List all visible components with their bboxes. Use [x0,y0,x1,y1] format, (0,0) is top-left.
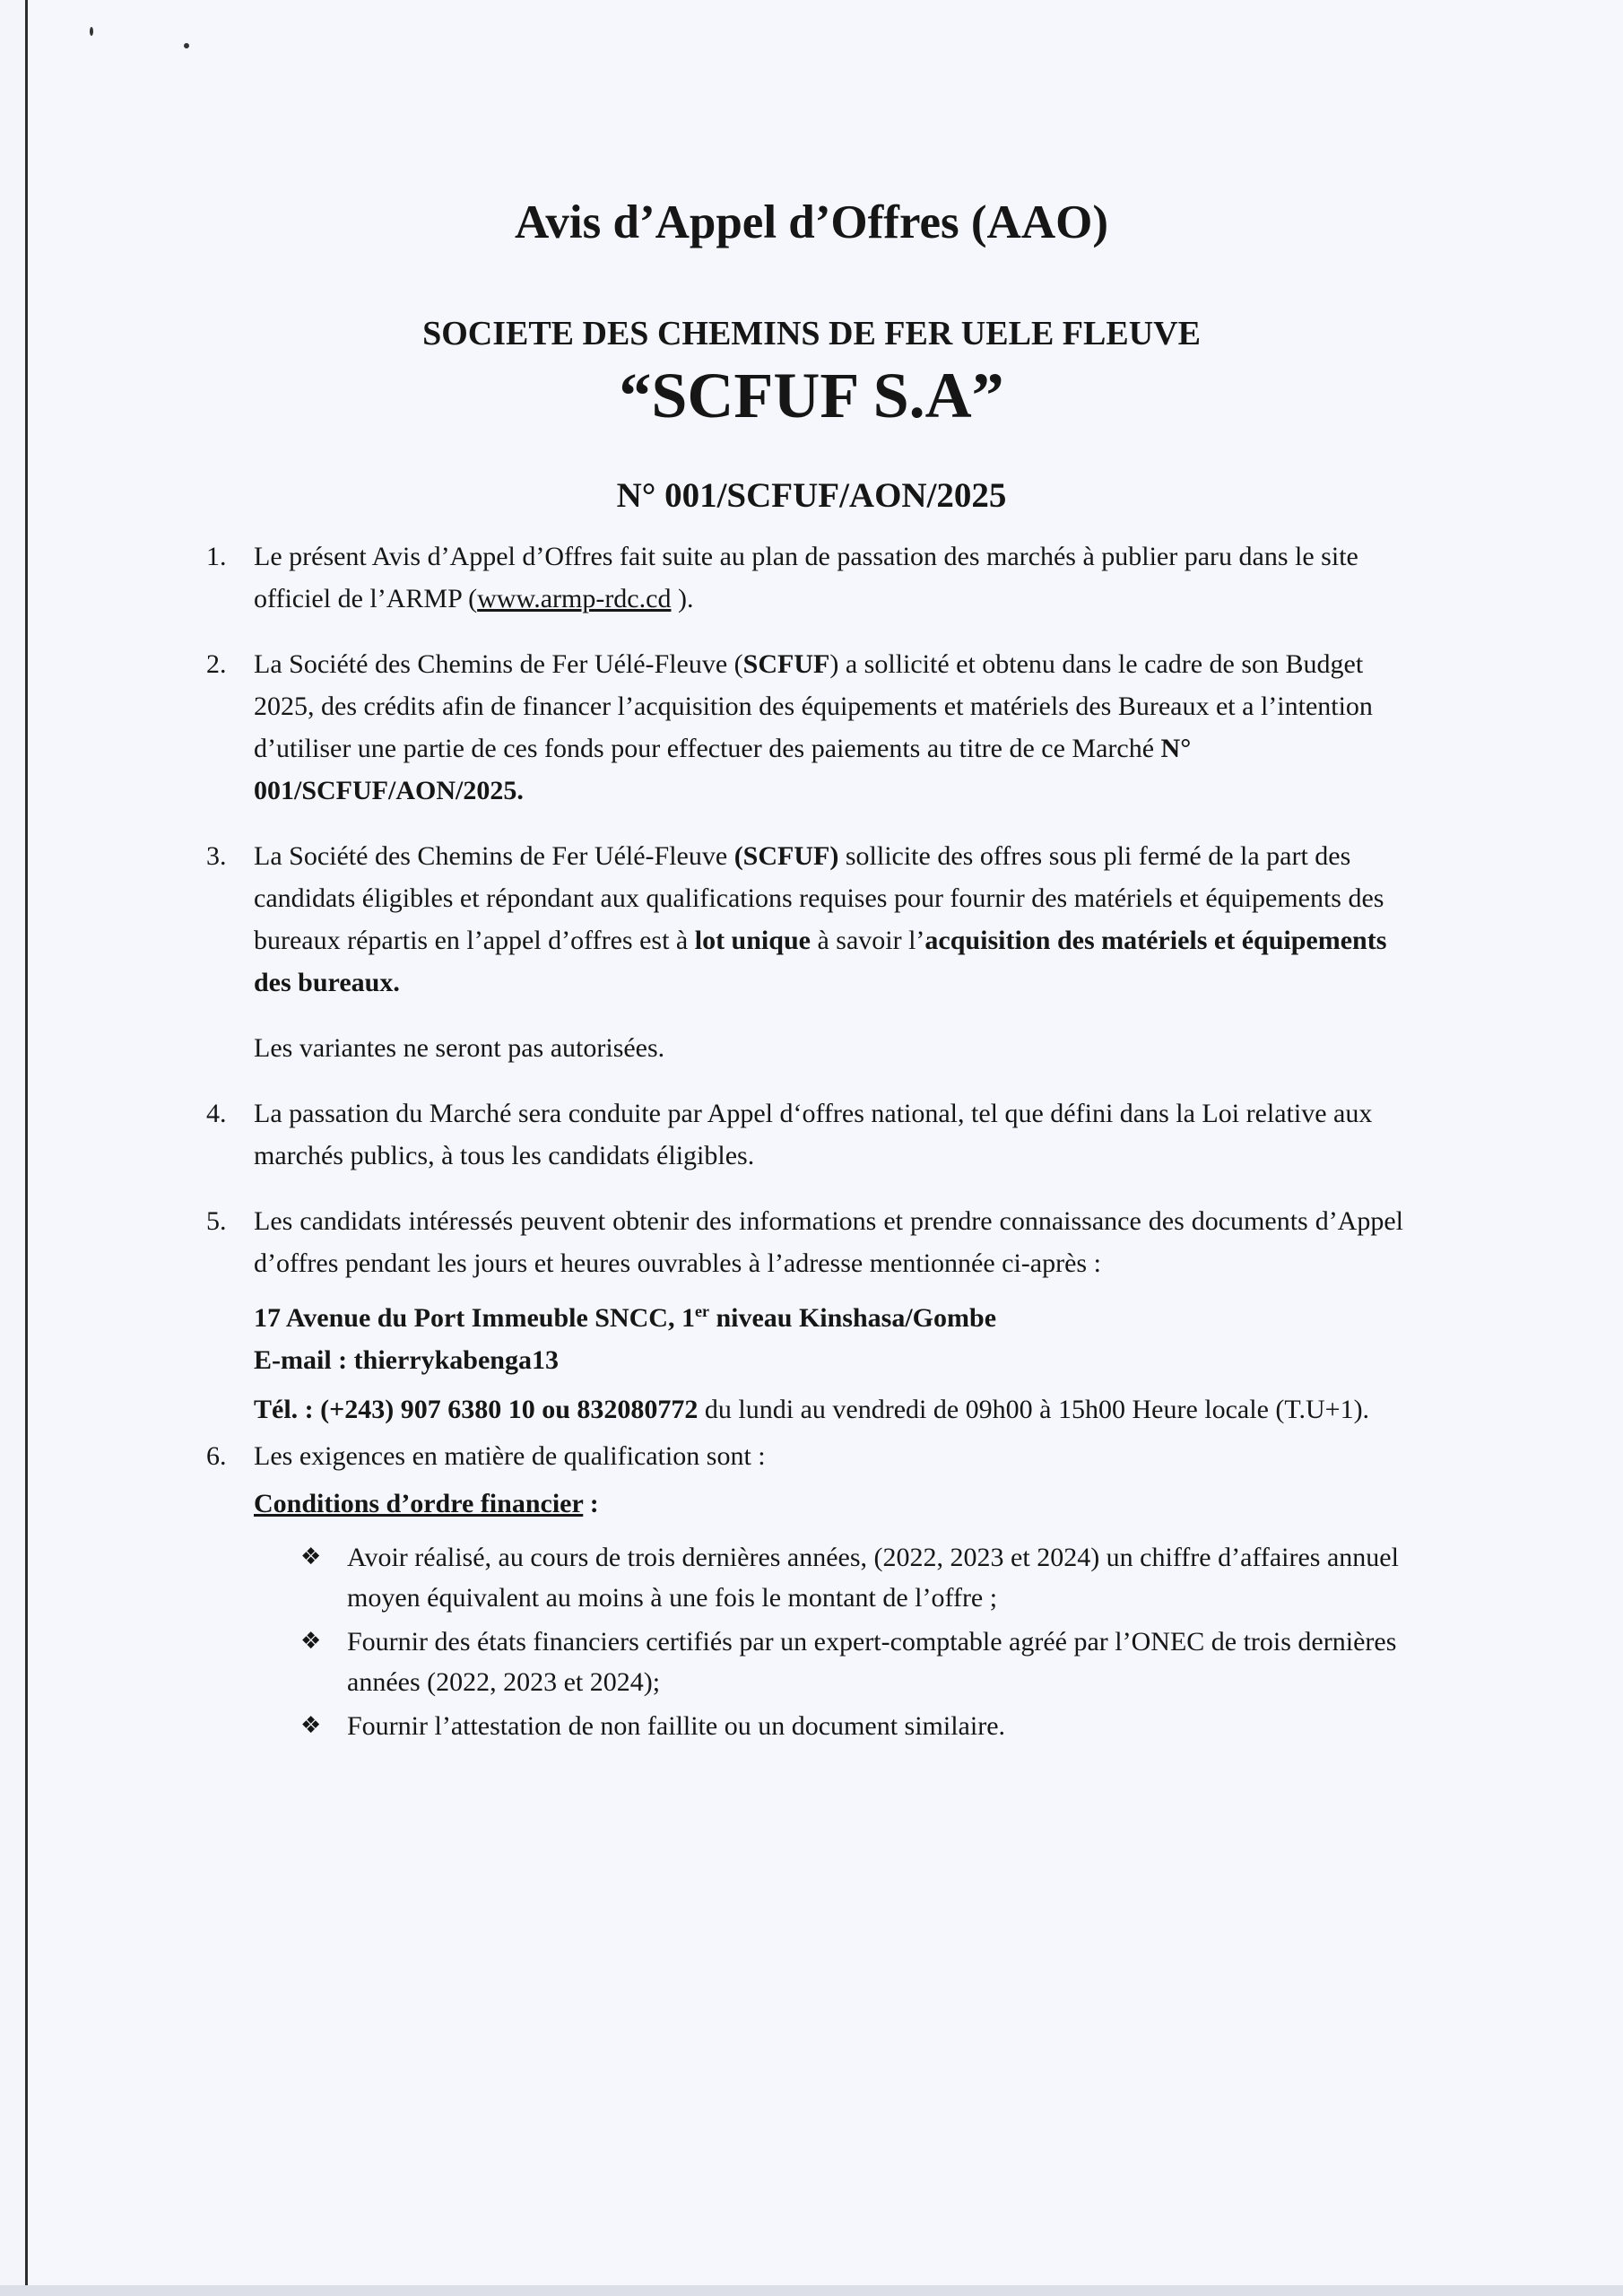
item-text: à savoir l’ [810,926,925,955]
list-item-5 [206,1200,1403,1284]
condition-text: Fournir l’attestation de non faillite ou un document similaire. [347,1711,1006,1741]
item-text: sollicite des offres sous pli fermé de la part des candidats éligibles et répondant aux qualifications requises pour fournir des matériels et équipements des bureaux répartis en l’appel d’offres est à [254,841,1384,955]
reference-number: N° 001/SCFUF/AON/2025 [616,476,1007,515]
diamond-bullet-icon: ❖ [300,1628,322,1655]
list-item-2 [206,643,1403,812]
company-short-name: “SCFUF S.A” [619,360,1004,431]
item-bold: lot unique [694,926,811,955]
item-bold: acquisition des matériels et équipements des bureaux. [254,926,1387,997]
diamond-bullet-icon: ❖ [300,1544,322,1570]
document-body [206,535,1403,1750]
address-text-end: niveau Kinshasa/Gombe [708,1303,997,1333]
scan-speck [184,43,189,48]
condition-item [300,1706,1403,1746]
document-title: Avis d’Appel d’Offres (AAO) [515,196,1108,248]
address-text: 17 Avenue du Port Immeuble SNCC, 1 [254,1303,695,1333]
list-item-1 [206,535,1403,620]
scan-speck [90,27,93,36]
list-item-4 [206,1092,1403,1177]
variantes-note: Les variantes ne seront pas autorisées. [254,1033,665,1063]
item-text-after: ). [671,584,694,613]
item-number: 6. [206,1441,227,1471]
item-text: Le présent Avis d’Appel d’Offres fait suite au plan de passation des marchés à publier paru dans le site officiel de l’ARMP ( [254,542,1358,613]
item-number: 2. [206,649,227,679]
condition-item [300,1622,1403,1702]
heading-text: Conditions d’ordre financier [254,1489,584,1518]
company-name: SOCIETE DES CHEMINS DE FER UELE FLEUVE [422,315,1201,352]
financial-conditions-heading [206,1483,1403,1525]
condition-text: Fournir des états financiers certifiés par un expert-comptable agréé par l’ONEC de trois dernières années (2022, 2023 et 2024); [347,1627,1397,1697]
conditions-list [206,1537,1403,1746]
item-text: La Société des Chemins de Fer Uélé-Fleuve ( [254,649,743,679]
item-text: Les candidats intéressés peuvent obtenir des informations et prendre connaissance des documents d’Appel d’offres pendant les jours et heures ouvrables à l’adresse mentionnée ci-après : [254,1206,1403,1278]
list-item-3 [206,835,1403,1004]
item-bold: SCFUF [742,649,830,679]
heading-suffix: : [583,1489,599,1518]
item-text: ) a sollicité et obtenu dans le cadre de son Budget 2025, des crédits afin de financer l’acquisition des équipements et matériels des Bureaux et a l’intention d’utiliser une partie de ces fonds pour effectuer des paiements au titre de ce Marché [254,649,1373,763]
item-text: La passation du Marché sera conduite par Appel d‘offres national, tel que défini dans la Loi relative aux marchés publics, à tous les candidats éligibles. [254,1099,1373,1170]
condition-item [300,1537,1403,1618]
item-bold: (SCFUF) [733,841,839,871]
address-superscript: er [694,1302,709,1320]
contact-address [206,1297,1403,1339]
diamond-bullet-icon: ❖ [300,1712,322,1739]
armp-link[interactable]: www.armp-rdc.cd [477,584,672,613]
contact-email: E-mail : thierrykabenga13 [254,1345,559,1375]
item-number: 5. [206,1206,227,1236]
phone-numbers: Tél. : (+243) 907 6380 10 ou 832080772 [254,1395,699,1424]
condition-text: Avoir réalisé, au cours de trois dernières années, (2022, 2023 et 2024) un chiffre d’affaires annuel moyen équivalent au moins à une fois le montant de l’offre ; [347,1543,1399,1613]
list-item-6 [206,1435,1403,1477]
item-bold: N° 001/SCFUF/AON/2025. [254,734,1192,805]
scan-bottom-edge [0,2285,1623,2296]
item-number: 4. [206,1099,227,1128]
item-text: La Société des Chemins de Fer Uélé-Fleuve [254,841,734,871]
contact-phone [206,1392,1403,1428]
item-text: Les exigences en matière de qualification sont : [254,1441,766,1471]
item-number: 1. [206,542,227,571]
item-number: 3. [206,841,227,871]
phone-hours: du lundi au vendredi de 09h00 à 15h00 Heure locale (T.U+1). [698,1395,1370,1424]
